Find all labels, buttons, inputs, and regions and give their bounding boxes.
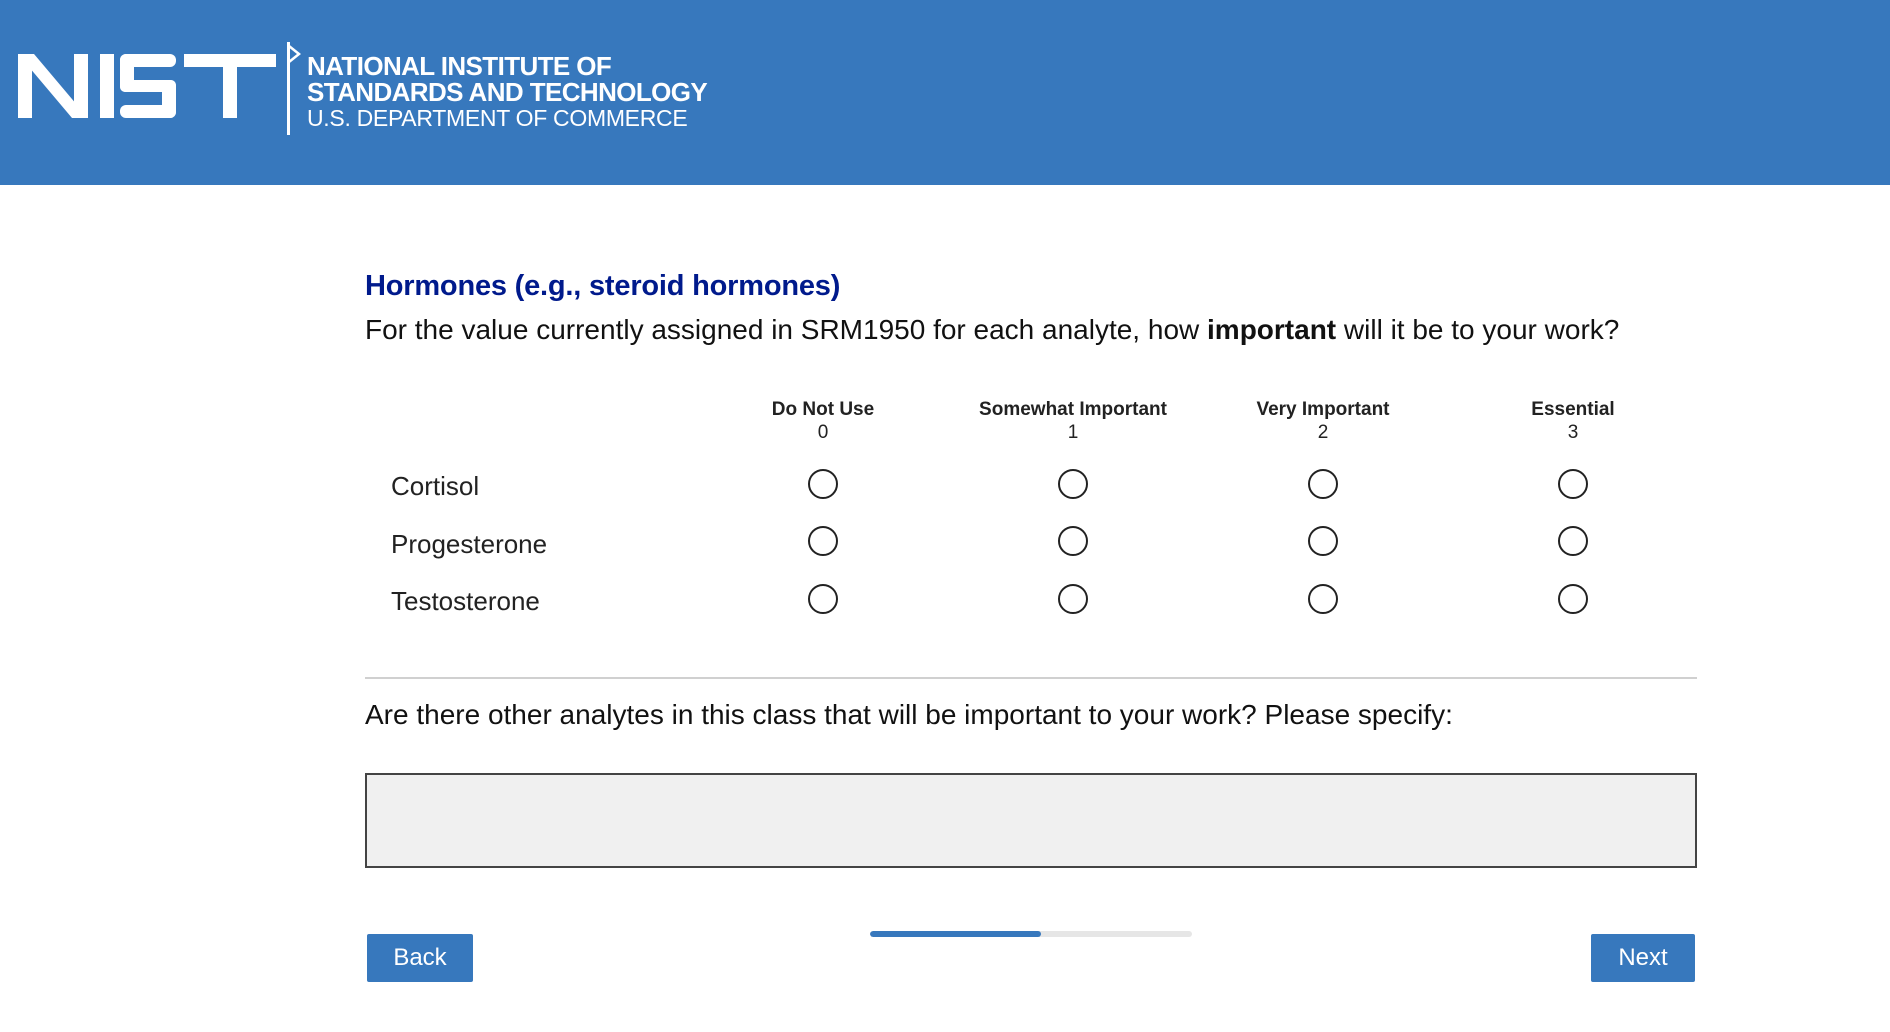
agency-name-line1: NATIONAL INSTITUTE OF [307,51,612,81]
agency-name-line2: STANDARDS AND TECHNOLOGY [307,77,708,107]
progress-bar [870,931,1192,937]
question-prefix: For the value currently assigned in SRM1950 for each analyte, how [365,314,1208,345]
radio-testosterone-somewhat-important[interactable] [1058,584,1088,614]
question-suffix: will it be to your work? [1336,314,1620,345]
analyte-label-cortisol: Cortisol [391,471,480,501]
column-label: Essential [1531,399,1615,420]
column-value: 2 [1317,422,1329,443]
radio-cortisol-very-important[interactable] [1308,469,1338,499]
column-header-do-not-use [693,398,953,444]
column-header-very-important [1193,398,1453,444]
radio-cortisol-essential[interactable] [1558,469,1588,499]
column-value: 3 [1567,422,1579,443]
back-button[interactable]: Back [367,934,473,982]
radio-testosterone-essential[interactable] [1558,584,1588,614]
site-header [0,0,1890,185]
radio-cortisol-somewhat-important[interactable] [1058,469,1088,499]
analyte-label-testosterone: Testosterone [391,586,540,616]
agency-name [307,53,707,132]
column-label: Very Important [1256,399,1390,420]
column-header-essential [1443,398,1703,444]
next-button[interactable]: Next [1591,934,1695,982]
other-analytes-textarea[interactable] [365,773,1697,868]
question-emphasis: important [1207,314,1337,345]
radio-progesterone-do-not-use[interactable] [808,526,838,556]
radio-testosterone-do-not-use[interactable] [808,584,838,614]
radio-testosterone-very-important[interactable] [1308,584,1338,614]
progress-bar-fill [870,931,1041,937]
radio-progesterone-very-important[interactable] [1308,526,1338,556]
matrix-question [365,314,1619,346]
chevron-right-icon [287,44,303,64]
other-analytes-question: Are there other analytes in this class that will be important to your work? Please specify: [365,699,1453,730]
column-header-somewhat-important [943,398,1203,444]
column-label: Somewhat Important [979,399,1167,420]
radio-progesterone-somewhat-important[interactable] [1058,526,1088,556]
nist-logo [18,52,278,122]
column-value: 0 [817,422,829,443]
column-label: Do Not Use [771,399,875,420]
department-name: U.S. DEPARTMENT OF COMMERCE [307,105,688,131]
section-title: Hormones (e.g., steroid hormones) [365,270,841,302]
radio-cortisol-do-not-use[interactable] [808,469,838,499]
analyte-label-progesterone: Progesterone [391,529,548,559]
section-divider [365,677,1697,679]
column-value: 1 [1067,422,1079,443]
radio-progesterone-essential[interactable] [1558,526,1588,556]
